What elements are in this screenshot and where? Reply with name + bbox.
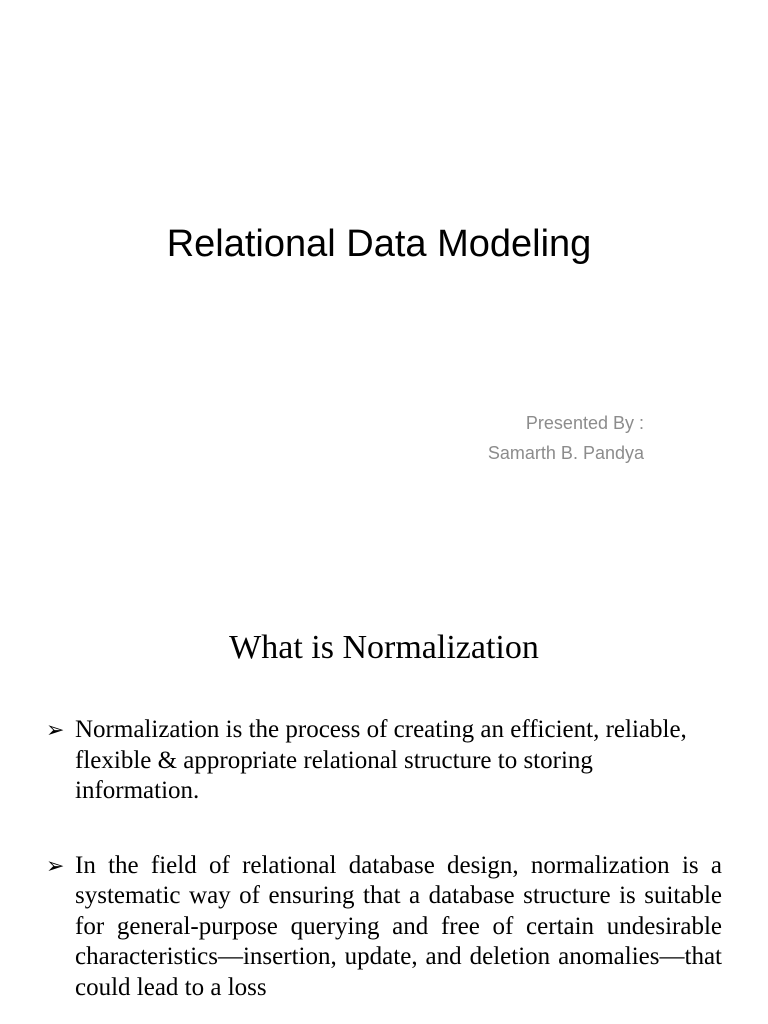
- bullet-text: In the field of relational database design, normalization is a systematic way of ensuring that a database structure is suitable for general-purpose querying and free of certain undesirable characteristics—insertion, update, and deletion anomalies—that could lead to a loss: [75, 851, 722, 1001]
- arrow-bullet-icon: ➢: [46, 717, 65, 742]
- arrow-bullet-icon: ➢: [46, 852, 65, 878]
- presenter-name: Samarth B. Pandya: [487, 443, 644, 463]
- bullet-item: [46, 851, 722, 1004]
- bullet-list: [46, 715, 722, 1024]
- slide-title: Relational Data Modeling: [166, 223, 592, 265]
- bullet-item: [46, 715, 722, 807]
- bullet-text: Normalization is the process of creating an efficient, reliable, flexible & appropriate relational structure to storing information.: [75, 716, 687, 804]
- presenter-block: [488, 408, 644, 468]
- section-title: What is Normalization: [229, 629, 539, 666]
- presented-by-label: Presented By :: [525, 413, 644, 433]
